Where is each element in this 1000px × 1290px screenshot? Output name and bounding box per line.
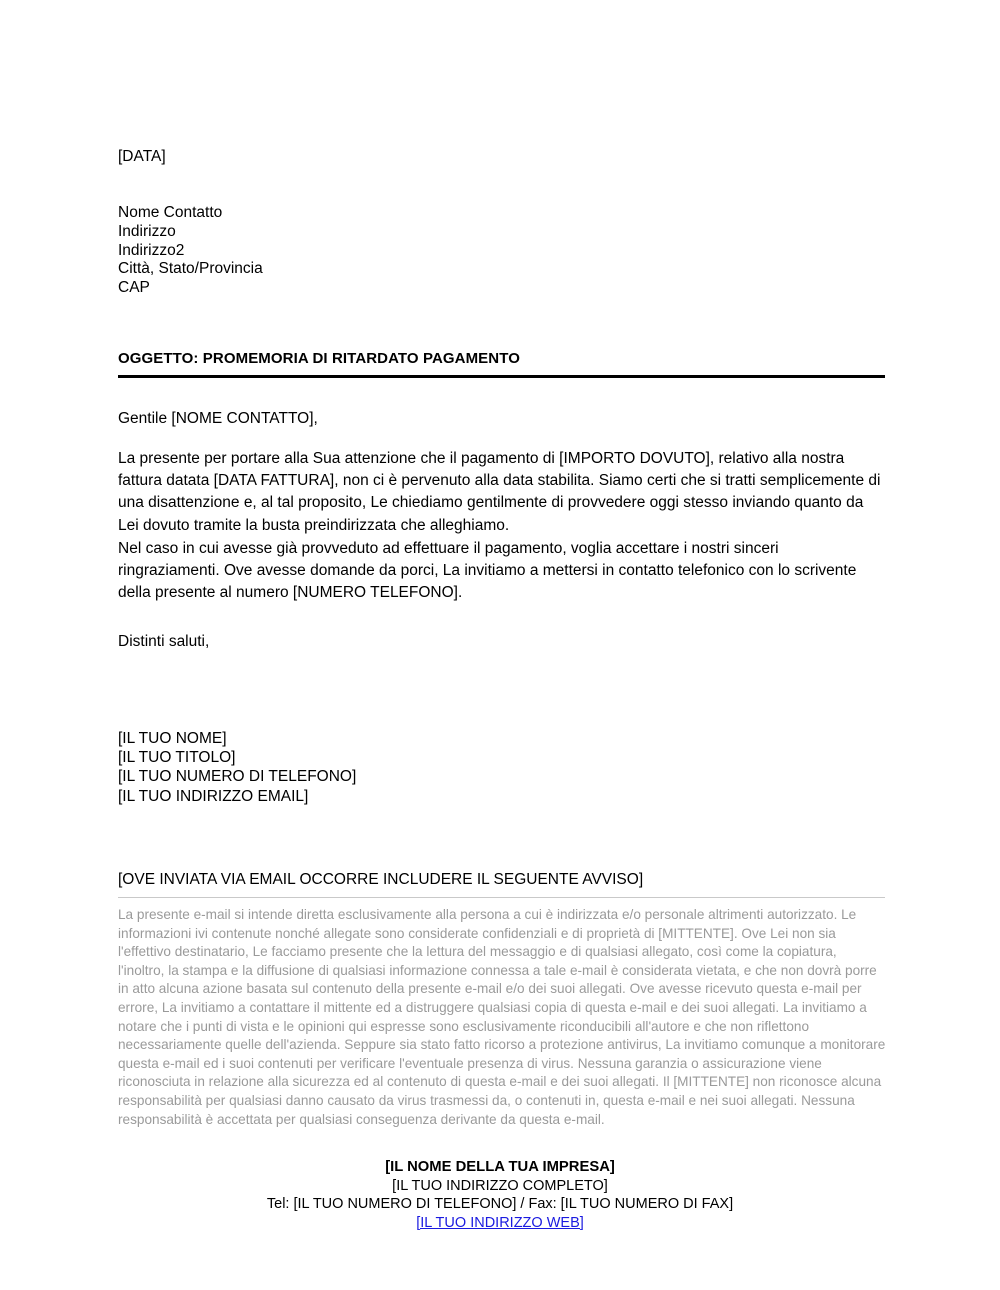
disclaimer-body-text: La presente e-mail si intende diretta esclusivamente alla persona a cui è indirizzata e/o personale altrimenti autorizzato. Le informazioni ivi contenute nonché allegate sono considerate confidenziali e di proprietà di [MITTENTE]. Ove Lei non sia l'effettivo destinatario, Le facciamo presente che la lettura del messaggio e di qualsiasi allegato, così come la copiatura, l'inoltro, la stampa e la diffusione di qualsiasi informazione connessa a tale e-mail è considerata vietata, e che non dovrà porre in atto alcuna azione basata sul contenuto della presente e-mail e/o dei suoi allegati. Ove avesse ricevuto questa e-mail per errore, La invitiamo a contattare il mittente ed a distruggere qualsiasi copia di questa e-mail e dei suoi allegati. La invitiamo a notare che i punti di vista e le opinioni qui espresse sono esclusivamente riconducibili all'autore e che non riflettono necessariamente quelle dell'azienda. Seppure sia stato fatto ricorso a protezione antivirus, La invitiamo comunque a monitorare questa e-mail ed i suoi contenuti per verificare l'eventuale presenza di virus. Nessuna garanzia o assicurazione viene riconosciuta in relazione alla sicurezza ed al contenuto di questa e-mail e dei suoi allegati. Il [MITTENTE] non riconosce alcuna responsabilità per qualsiasi danno causato da virus trasmessi da, o contenuti in, questa e-mail e nei suoi allegati. Nessuna responsabilità è accettata per qualsiasi conseguenza derivante da questa e-mail. — [118, 907, 886, 1127]
recipient-name: Nome Contatto — [118, 204, 223, 221]
body-paragraph-1: La presente per portare alla Sua attenzione che il pagamento di [IMPORTO DOVUTO], relativo alla nostra fattura datata [DATA FATTURA], non ci è pervenuto alla data stabilita. Siamo certi che si tratti semplicemente di una disattenzione e, al tal proposito, Le chiediamo gentilmente di provvedere oggi stesso inviando quanto da Lei dovuto tramite la busta preindirizzata che alleghiamo. — [118, 450, 881, 534]
recipient-address-2: Indirizzo2 — [118, 241, 185, 259]
footer-block — [0, 1158, 1000, 1232]
signature-email: [IL TUO INDIRIZZO EMAIL] — [118, 787, 309, 805]
closing-salutation: Distinti saluti, — [118, 633, 210, 650]
signature-title: [IL TUO TITOLO] — [118, 749, 236, 767]
subject-divider-rule — [118, 375, 885, 378]
recipient-address-1: Indirizzo — [118, 222, 176, 240]
recipient-postal-code: CAP — [118, 279, 150, 297]
disclaimer-heading: [OVE INVIATA VIA EMAIL OCCORRE INCLUDERE IL SEGUENTE AVVISO] — [118, 871, 644, 888]
recipient-city-state: Città, Stato/Provincia — [118, 260, 263, 278]
signature-block — [118, 729, 356, 806]
date-placeholder: [DATA] — [118, 148, 166, 165]
footer-company-name: [IL NOME DELLA TUA IMPRESA] — [385, 1159, 615, 1175]
footer-website-link[interactable]: [IL TUO INDIRIZZO WEB] — [416, 1214, 584, 1231]
signature-phone: [IL TUO NUMERO DI TELEFONO] — [118, 768, 357, 786]
disclaimer-divider-rule — [118, 897, 885, 898]
footer-address: [IL TUO INDIRIZZO COMPLETO] — [392, 1177, 608, 1194]
recipient-address-block — [118, 204, 263, 298]
subject-line: OGGETTO: PROMEMORIA DI RITARDATO PAGAMENTO — [118, 350, 520, 367]
salutation: Gentile [NOME CONTATTO], — [118, 410, 318, 427]
footer-contact: Tel: [IL TUO NUMERO DI TELEFONO] / Fax: [IL TUO NUMERO DI FAX] — [266, 1196, 734, 1213]
footer-website-line — [0, 1214, 1000, 1233]
body-paragraph-2: Nel caso in cui avesse già provveduto ad effettuare il pagamento, voglia accettare i nostri sinceri ringraziamenti. Ove avesse domande da porci, La invitiamo a mettersi in contatto telefonico con lo scrivente della presente al numero [NUMERO TELEFONO]. — [118, 540, 857, 602]
signature-name: [IL TUO NOME] — [118, 730, 227, 747]
